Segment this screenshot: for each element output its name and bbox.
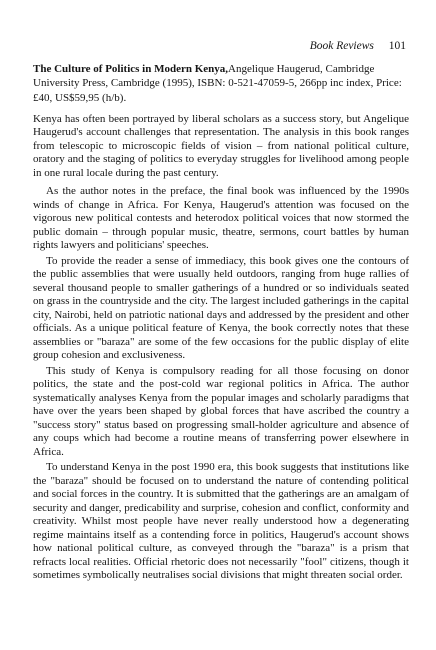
book-citation (33, 62, 409, 105)
review-paragraph: As the author notes in the preface, the final book was influenced by the 1990s winds of change in Africa. For Kenya, Haugerud's attention was focused on the vigorous new political contests and heterodox political voices that now stormed the public domain – through popular music, theatre, sermons, court battles by human rights lawyers and politicians' speeches. (33, 185, 409, 252)
review-paragraph: This study of Kenya is compulsory reading for all those focusing on donor politics, the state and the post-cold war regional politics in Africa. The author systematically analyses Kenya from the popular images and scholarly paradigms that have over the years been shaped by global forces that have ascribed the country a "success story" status based on progressing small-holder agriculture and absence of any coups which had become a routine means of transferring power elsewhere in Africa. (33, 364, 409, 458)
page-number: 101 (388, 40, 406, 52)
book-title: The Culture of Politics in Modern Kenya, (33, 63, 229, 75)
review-paragraph: To provide the reader a sense of immediacy, this book gives one the contours of the public assemblies that were usually held outdoors, ranging from huge rallies of several thousand people to smaller gatherings of a hundred or so individuals seated on grass in the countryside and the city. The largest included gatherings in the capital city, Nairobi, held on patriotic national days and addressed by the president and other officials. As a unique political feature of Kenya, the book correctly notes that these assemblies or "baraza" are some of the few occasions for the public display of elite group cohesion and exclusiveness. (33, 254, 409, 362)
review-paragraph: Kenya has often been portrayed by liberal scholars as a success story, but Angelique Haugerud's account challenges that representation. The analysis in this book ranges from telescopic to microscopic fields of vision – from national political culture, oratory and the staging of politics to everyday struggles for livelihood among people in one rural locale during the past century. (33, 112, 409, 179)
review-body (33, 62, 409, 588)
review-paragraph: To understand Kenya in the post 1990 era, this book suggests that institutions like the "baraza" should be focused on to understand the nature of contending political and social forces in the country. It is submitted that the gatherings are an amalgam of security and danger, predicability and surprise, cohesion and conflict, conformity and creativity. Whilst most people have never really understood how a degenerating regime maintains itself as a contending force in politics, Haugerud's account shows how national political culture, as conveyed through the "baraza" is a prism that refracts local realities. Official rhetoric does not necessarily "fool" citizens, though it sometimes symbolically neutralises social divisions that might threaten social order. (33, 461, 409, 582)
section-title: Book Reviews (309, 40, 374, 52)
running-head (310, 39, 406, 53)
citation-details: Angelique Haugerud, Cambridge University Press, Cambridge (1995), ISBN: 0-521-47059-5, 266pp inc index, Price: £40, US$59,95 (h/b). (33, 63, 402, 104)
